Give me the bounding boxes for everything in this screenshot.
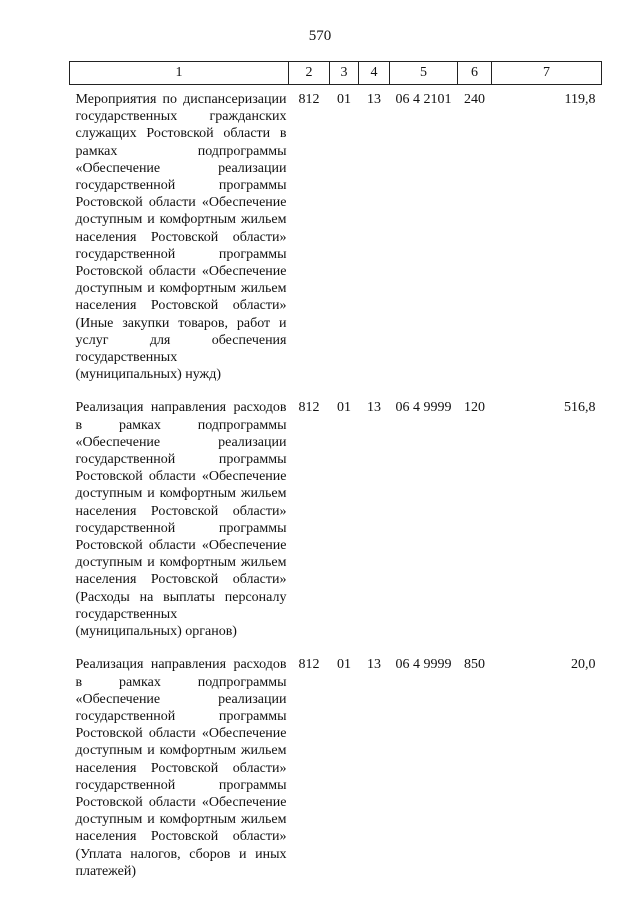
budget-table — [69, 61, 602, 880]
header-col-7: 7 — [492, 62, 602, 85]
table-row — [70, 650, 602, 880]
row-section-code: 01 — [337, 657, 351, 673]
header-col-5: 5 — [390, 62, 458, 85]
row-ministry-code: 812 — [298, 92, 320, 107]
page-number: 570 — [308, 28, 332, 44]
row-subsection-code: 13 — [367, 400, 381, 416]
header-col-6: 6 — [458, 62, 492, 85]
row-expense-type: 240 — [464, 92, 485, 107]
header-col-1: 1 — [70, 62, 289, 85]
row-amount: 20,0 — [571, 657, 596, 673]
row-target-code: 06 4 9999 — [395, 400, 452, 416]
row-section-code: 01 — [337, 92, 351, 107]
table-header — [70, 62, 602, 85]
header-col-2: 2 — [289, 62, 330, 85]
row-subsection-code: 13 — [367, 657, 381, 673]
row-expense-type: 120 — [464, 400, 485, 416]
row-description: Реализация направления расходов в рамках подпрограммы «Обеспечение реализации государственной программы Ростовской области «Обеспечение доступным и комфортным жильем населения Ростовской области» государственной программы Ростовской области «Обеспечение доступным и комфортным жильем населения Ростовской области» (Расходы на выплаты персоналу государственных (муниципальных) органов) — [75, 400, 287, 640]
header-col-4: 4 — [359, 62, 390, 85]
row-amount: 516,8 — [564, 400, 596, 416]
row-expense-type: 850 — [464, 657, 485, 673]
row-amount: 119,8 — [564, 92, 596, 107]
row-ministry-code: 812 — [298, 657, 320, 673]
row-subsection-code: 13 — [367, 92, 381, 107]
row-ministry-code: 812 — [298, 400, 320, 416]
row-section-code: 01 — [337, 400, 351, 416]
row-description: Мероприятия по диспансеризации государственных гражданских служащих Ростовской области в рамках подпрограммы «Обеспечение реализации государственной программы Ростовской области «Обеспечение доступным и комфортным жильем населения Ростовской области» государственной программы Ростовской области «Обеспечение доступным и комфортным жильем населения Ростовской области» (Иные закупки товаров, работ и услуг для обеспечения государственных (муниципальных) нужд) — [75, 92, 287, 383]
row-target-code: 06 4 9999 — [395, 657, 452, 673]
table-row — [70, 393, 602, 640]
row-description: Реализация направления расходов в рамках подпрограммы «Обеспечение реализации государственной программы Ростовской области «Обеспечение доступным и комфортным жильем населения Ростовской области» государственной программы Ростовской области «Обеспечение доступным и комфортным жильем населения Ростовской области» (Уплата налогов, сборов и иных платежей) — [75, 657, 287, 879]
row-target-code: 06 4 2101 — [395, 92, 452, 107]
table-row — [70, 85, 602, 384]
header-col-3: 3 — [330, 62, 359, 85]
